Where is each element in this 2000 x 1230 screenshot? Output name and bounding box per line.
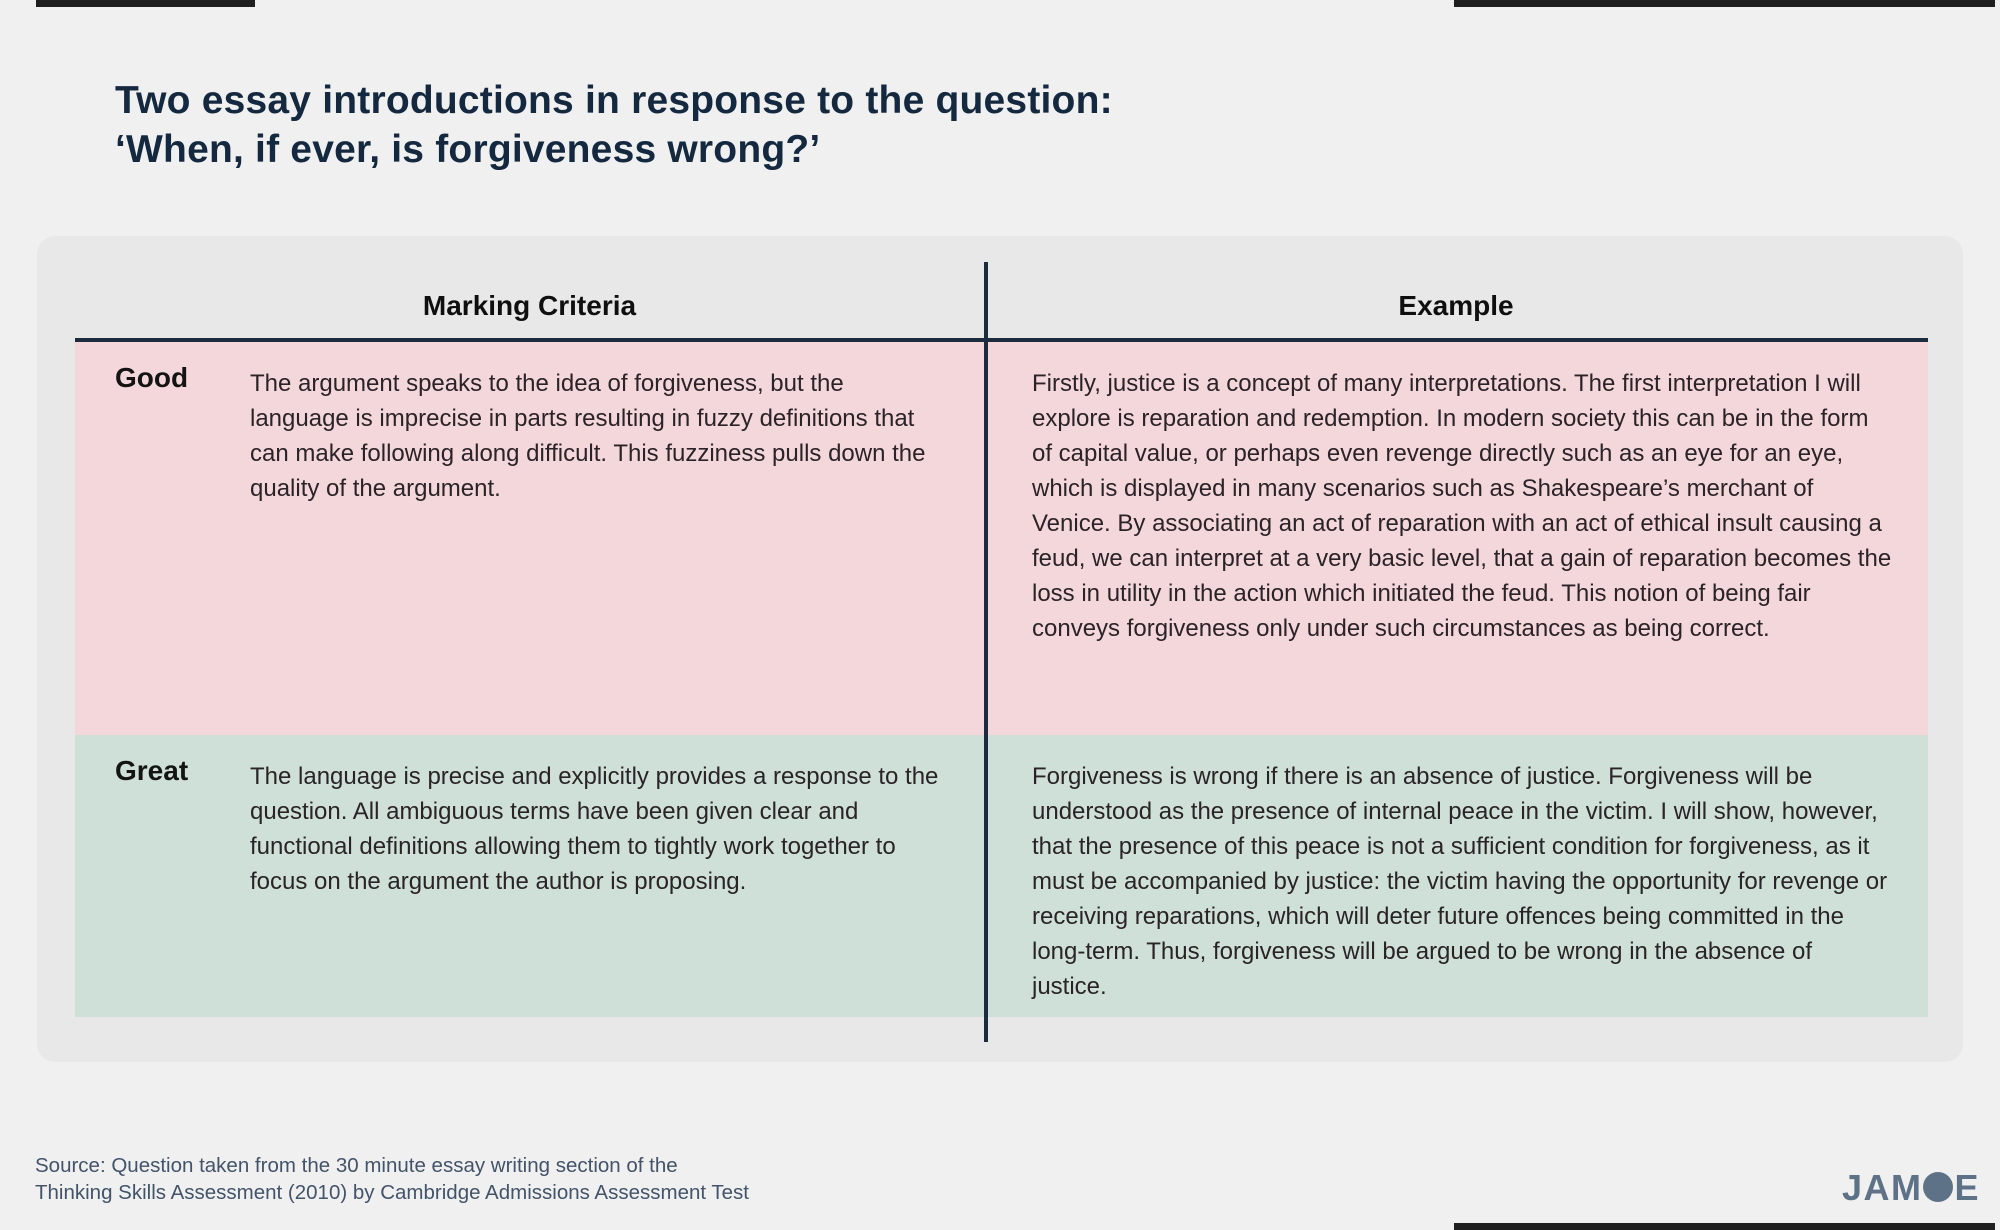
- page-title-line2: ‘When, if ever, is forgiveness wrong?’: [115, 128, 821, 171]
- column-header-example: Example: [1398, 290, 1514, 321]
- table-header-row: [75, 236, 1928, 338]
- source-line2: Thinking Skills Assessment (2010) by Cambridge Admissions Assessment Test: [35, 1181, 750, 1204]
- jamoe-logo-suffix: E: [1954, 1167, 1980, 1208]
- criteria-text-good: The argument speaks to the idea of forgiveness, but the language is imprecise in parts resulting in fuzzy definitions that can make following along difficult. This fuzziness pulls down the quality of the argument.: [250, 370, 926, 502]
- row-label-great: Great: [115, 755, 189, 786]
- edge-artifact-bottom-right: [1454, 1223, 1995, 1230]
- page-title-line1: Two essay introductions in response to the question:: [115, 79, 1113, 122]
- column-divider-line: [984, 262, 988, 1042]
- jamoe-logo-prefix: JAM: [1841, 1167, 1923, 1208]
- jamoe-logo-o-icon: [1923, 1172, 1953, 1202]
- table-row-good: [75, 342, 1928, 735]
- page-title: [115, 76, 1113, 174]
- table-row-great: [75, 735, 1928, 1017]
- comparison-card: [37, 236, 1963, 1062]
- row-label-good: Good: [115, 362, 189, 393]
- example-text-good: Firstly, justice is a concept of many interpretations. The first interpretation I will explore is reparation and redemption. In modern society this can be in the form of capital value, or perhaps even revenge directly such as an eye for an eye, which is displayed in many scenarios such as Shakespeare’s merchant of Venice. By associating an act of reparation with an act of ethical insult causing a feud, we can interpret at a very basic level, that a gain of reparation becomes the loss in utility in the action which initiated the feud. This notion of being fair conveys forgiveness only under such circumstances as being correct.: [1032, 370, 1892, 642]
- example-text-great: Forgiveness is wrong if there is an absence of justice. Forgiveness will be understood as the presence of internal peace in the victim. I will show, however, that the presence of this peace is not a sufficient condition for forgiveness, as it must be accompanied by justice: the victim having the opportunity for revenge or receiving reparations, which will deter future offences being committed in the long-term. Thus, forgiveness will be argued to be wrong in the absence of justice.: [1032, 763, 1888, 1000]
- column-header-marking-criteria: Marking Criteria: [422, 290, 637, 321]
- edge-artifact-top-right: [1454, 0, 1995, 7]
- source-line1: Source: Question taken from the 30 minute essay writing section of the: [35, 1154, 678, 1177]
- edge-artifact-top-left: [36, 0, 255, 7]
- source-attribution: [35, 1152, 749, 1206]
- criteria-text-great: The language is precise and explicitly provides a response to the question. All ambiguous terms have been given clear and functional definitions allowing them to tightly work together to focus on the argument the author is proposing.: [250, 763, 939, 895]
- jamoe-logo: [1841, 1167, 1980, 1208]
